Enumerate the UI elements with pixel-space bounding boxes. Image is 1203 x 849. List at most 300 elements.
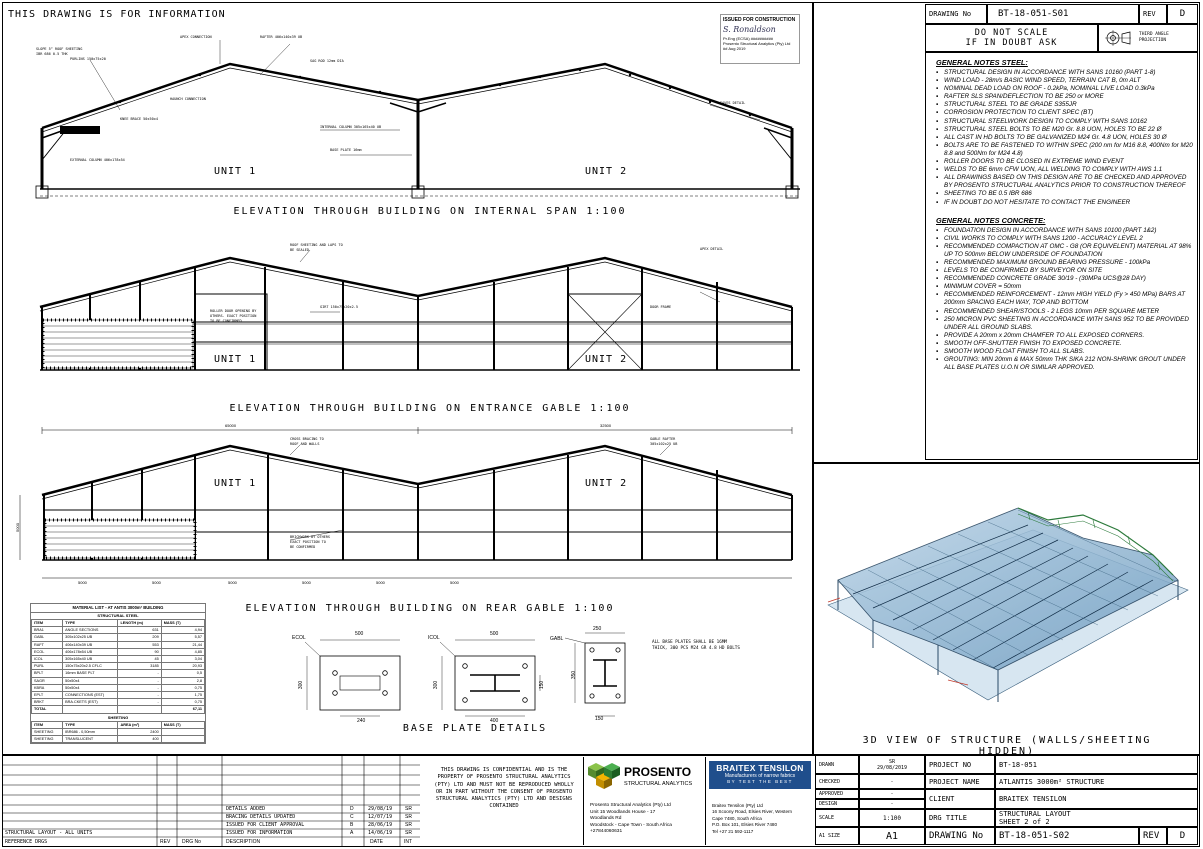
note-item: ▪ ALL DRAWINGS BASED ON THIS DESIGN ARE TO BE CHECKED AND APPROVED BY PROSENTO STRUCTURAL ANALYTICS PRIOR TO CONSTRUCTION THEREOF xyxy=(936,174,1194,190)
svg-text:SLOPE 5° ROOF SHEETING: SLOPE 5° ROOF SHEETING xyxy=(36,47,83,51)
address-line: Braitex Tensilon (Pty) Ltd xyxy=(712,803,763,808)
overall-dimension: 65000 xyxy=(225,423,237,428)
prosento-address xyxy=(590,803,672,836)
column-header: TYPE xyxy=(63,620,118,627)
unit2-label: UNIT 2 xyxy=(585,166,628,177)
cell: 2,8 xyxy=(161,677,204,684)
cell: 0,75 xyxy=(161,699,204,706)
notes-box-border xyxy=(925,52,1198,460)
plate-label: GABL xyxy=(550,636,564,642)
design-value: - xyxy=(890,801,894,807)
note-item: ▪ PROVIDE A 20mm x 20mm CHAMFER TO ALL EXPOSED CORNERS. xyxy=(936,332,1194,340)
cell: - xyxy=(118,670,161,677)
drawn-cell xyxy=(859,755,925,774)
issued-line: Pr.Eng (ECSA) ########## xyxy=(723,36,774,41)
drg-title-cell xyxy=(995,809,1198,827)
warning-box xyxy=(925,24,1098,52)
warning-line: IF IN DOUBT ASK xyxy=(965,38,1058,48)
table-row xyxy=(32,736,205,743)
revision-by: SR xyxy=(405,822,412,828)
base-plate-details xyxy=(285,628,645,728)
revision-by: SR xyxy=(405,830,412,836)
cell: - xyxy=(118,684,161,691)
project-no: BT-18-051 xyxy=(999,760,1037,769)
note-item: ▪ STRUCTURAL STEELWORK DESIGN TO COMPLY WITH SANS 10162 xyxy=(936,118,1194,126)
column-header: ITEM xyxy=(32,721,63,728)
cell: SHEETING xyxy=(32,736,63,743)
cell xyxy=(161,736,204,743)
braitex-address xyxy=(712,803,792,835)
table-row xyxy=(32,692,205,699)
svg-text:BE CONFIRMED: BE CONFIRMED xyxy=(290,545,316,549)
client-label: CLIENT xyxy=(929,795,955,803)
elevation-internal-span xyxy=(20,20,810,220)
issued-title: ISSUED FOR CONSTRUCTION xyxy=(723,17,796,23)
svg-text:ROOF AND WALLS: ROOF AND WALLS xyxy=(290,442,320,446)
cell xyxy=(118,706,161,713)
svg-text:APEX DETAIL: APEX DETAIL xyxy=(700,247,724,251)
rev-label: REV xyxy=(1143,10,1156,18)
cell: 3,04 xyxy=(161,656,204,663)
svg-text:BASE PLATE 16mm: BASE PLATE 16mm xyxy=(330,148,362,152)
cell: RAFT xyxy=(32,641,63,648)
cell: 50x50x4 xyxy=(63,684,118,691)
project-no-label: PROJECT NO xyxy=(929,760,972,769)
cell: - xyxy=(118,692,161,699)
cell: 305x102x25 UB xyxy=(63,634,118,641)
client-label-cell xyxy=(925,789,995,809)
vertical-divider xyxy=(812,2,814,754)
drawn-label-cell xyxy=(815,755,859,774)
svg-text:GIRT 150x75x20x2.5: GIRT 150x75x20x2.5 xyxy=(320,305,358,309)
size-cell xyxy=(859,827,925,845)
cell: EPLT xyxy=(32,692,63,699)
table-row xyxy=(32,699,205,706)
note-item: ▪ RECOMMENDED CONCRETE GRADE 30/19 - (30MPa UCS@28 DAY) xyxy=(936,275,1194,283)
bay-dimension: 5000 xyxy=(450,580,459,585)
cell: BRKT xyxy=(32,699,63,706)
sheeting-table xyxy=(31,721,205,744)
svg-text:EXACT POSITION TO: EXACT POSITION TO xyxy=(290,540,326,544)
project-no-cell xyxy=(995,755,1198,774)
drawn-label: DRAWN xyxy=(819,761,835,768)
braitex-tagline: BY TEST THE BEST xyxy=(727,779,793,784)
note-item: ▪ WIND LOAD - 28m/s BASIC WIND SPEED, TERRAIN CAT B, 0m ALT xyxy=(936,77,1194,85)
issued-line: Prosento Structural Analytics (Pty) Ltd xyxy=(723,41,791,46)
address-line: Unit 15 Woodlands House - 17 xyxy=(590,809,656,815)
note-item: ▪ CIVIL WORKS TO COMPLY WITH SANS 1200 - ACCURACY LEVEL 2 xyxy=(936,235,1194,243)
table-row xyxy=(32,634,205,641)
design-label-cell xyxy=(815,799,859,809)
caption-base-plate: BASE PLATE DETAILS xyxy=(402,723,548,734)
issued-signature: S. Ronaldson xyxy=(723,25,776,34)
scale-value: 1:100 xyxy=(882,814,902,822)
caption-entrance-gable: ELEVATION THROUGH BUILDING ON ENTRANCE GABLE 1:100 xyxy=(229,403,631,414)
projection-label: THIRD ANGLE PROJECTION xyxy=(1139,32,1169,43)
bay-dimension: 5000 xyxy=(78,580,87,585)
cell: 0,5 xyxy=(161,670,204,677)
notes-steel-heading: GENERAL NOTES STEEL: xyxy=(936,58,1028,67)
svg-text:BE SEALED: BE SEALED xyxy=(290,248,309,252)
cell: 0,75 xyxy=(161,684,204,691)
design-label: DESIGN xyxy=(819,801,838,807)
size-value: A1 xyxy=(885,830,899,842)
plate-width: 500 xyxy=(490,631,499,637)
col-by: INT xyxy=(404,839,413,845)
unit1-label: UNIT 1 xyxy=(214,478,257,489)
approved-value: - xyxy=(890,791,894,797)
cell: 90 xyxy=(118,648,161,655)
cell: SHEETING xyxy=(32,728,63,735)
column-header: AREA (m²) xyxy=(118,721,161,728)
svg-text:SAG ROD 12mm DIA: SAG ROD 12mm DIA xyxy=(310,59,344,63)
cell: 631 xyxy=(118,627,161,634)
bay-dimension: 5000 xyxy=(228,580,237,585)
revision-rev: A xyxy=(350,830,354,836)
revision-desc: BRACING DETAILS UPDATED xyxy=(226,814,296,820)
note-item: ▪ 250 MICRON PVC SHEETING IN ACCORDANCE WITH SANS 952 TO BE PROVIDED UNDER ALL GROUND SLABS. xyxy=(936,316,1194,332)
cell xyxy=(161,728,204,735)
table-row xyxy=(32,641,205,648)
svg-text:305x102x25 UB: 305x102x25 UB xyxy=(650,442,678,446)
bay-dimension: 5000 xyxy=(152,580,161,585)
revision-desc: DETAILS ADDED xyxy=(226,806,266,812)
caption-3d-view: 3D VIEW OF STRUCTURE (WALLS/SHEETING HIDDEN) xyxy=(862,735,1152,757)
drawn-value: SR xyxy=(888,758,896,765)
caption-rear-gable: ELEVATION THROUGH BUILDING ON REAR GABLE 1:100 xyxy=(245,603,615,614)
column-header: TYPE xyxy=(63,721,118,728)
prosento-name: PROSENTO xyxy=(624,765,692,779)
title-drawing-no-label: DRAWING No xyxy=(929,831,984,841)
elevation-rear-gable xyxy=(10,420,810,600)
size-label: A1 SIZE xyxy=(819,833,841,839)
plate-label: ECOL xyxy=(292,635,306,641)
table-row xyxy=(32,728,205,735)
svg-text:RAFTER 406x140x39 UB: RAFTER 406x140x39 UB xyxy=(260,35,303,39)
table-row xyxy=(32,648,205,655)
info-stamp: THIS DRAWING IS FOR INFORMATION xyxy=(8,9,226,20)
note-item: ▪ ALL CAST IN HD BOLTS TO BE GALVANIZED M24 Gr. 4.8 UON, HOLES 30 Ø xyxy=(936,134,1194,142)
braitex-block xyxy=(705,757,815,845)
cell: - xyxy=(118,699,161,706)
cell: 4,85 xyxy=(161,648,204,655)
note-item: ▪ SHEETING TO BE 0.5 IBR 686 xyxy=(936,190,1194,198)
note-item: ▪ STRUCTURAL STEEL TO BE GRADE S355JR xyxy=(936,101,1194,109)
table-row xyxy=(32,627,205,634)
braitex-name: BRAITEX TENSILON xyxy=(716,763,804,773)
checked-label-cell xyxy=(815,774,859,789)
reference-drawing: STRUCTURAL LAYOUT - ALL UNITS xyxy=(5,830,93,836)
revision-date: 12/07/19 xyxy=(368,814,393,820)
note-item: ▪ FOUNDATION DESIGN IN ACCORDANCE WITH SANS 10100 (PART 1&2) xyxy=(936,227,1194,235)
prosento-block xyxy=(583,757,705,845)
cell: CONNECTIONS (EST) xyxy=(63,692,118,699)
revision-by: SR xyxy=(405,814,412,820)
col-rev: REV xyxy=(160,839,171,845)
cell: 2400 xyxy=(118,728,161,735)
braitex-logo xyxy=(709,761,811,789)
address-line: Woodstock - Cape Town - South Africa xyxy=(590,822,672,828)
caption-internal-span: ELEVATION THROUGH BUILDING ON INTERNAL SPAN 1:100 xyxy=(233,206,627,217)
projection-symbol-icon xyxy=(1103,28,1133,48)
table-row xyxy=(32,670,205,677)
svg-text:ROOF SHEETING AND LAPS TO: ROOF SHEETING AND LAPS TO xyxy=(290,243,343,247)
unit1-label: UNIT 1 xyxy=(214,166,257,177)
project-label: PROJECT NAME xyxy=(929,777,980,786)
drawing-no-cell xyxy=(987,4,1139,24)
reference-label: REFERENCE DRGS xyxy=(5,839,48,845)
cell: TOTAL xyxy=(32,706,63,713)
revision-date: 28/06/19 xyxy=(368,822,393,828)
cell: GABL xyxy=(32,634,63,641)
plate-width: 500 xyxy=(355,631,364,637)
title-drawing-no-label-cell xyxy=(925,827,995,845)
column-header: ITEM xyxy=(32,620,63,627)
rev-cell xyxy=(1167,4,1198,24)
note-item: ▪ GROUTING: MIN 20mm & MAX 50mm THK SIKA 212 NON-SHRINK GROUT UNDER ALL BASE PLATES U.O.N OR SIMILAR APPROVED. xyxy=(936,356,1194,372)
table-header-row xyxy=(32,721,205,728)
note-item: ▪ WELDS TO BE 6mm CFW UON, ALL WELDING TO COMPLY WITH AWS 1.1 xyxy=(936,166,1194,174)
cell: - xyxy=(118,677,161,684)
title-rev-label-cell xyxy=(1139,827,1167,845)
cell: 406x140x39 UB xyxy=(63,641,118,648)
title-rev-label: REV xyxy=(1143,831,1160,841)
cell: 5,57 xyxy=(161,634,204,641)
column-header: MASS (T) xyxy=(161,620,204,627)
note-item: ▪ RECOMMENDED SHEAR/STOOLS - 2 LEGS 10mm PER SQUARE METER xyxy=(936,308,1194,316)
title-rev: D xyxy=(1179,831,1186,841)
notes-concrete-heading: GENERAL NOTES CONCRETE: xyxy=(936,215,1046,225)
steel-table xyxy=(31,619,205,714)
plate-inner: 150 xyxy=(595,716,604,722)
table-row xyxy=(32,677,205,684)
rev-label-cell xyxy=(1139,4,1167,24)
svg-text:BRICKWORK BY OTHERS: BRICKWORK BY OTHERS xyxy=(290,535,331,539)
title-drawing-no: BT-18-051-S02 xyxy=(999,831,1070,841)
cell: 406x178x54 UB xyxy=(63,648,118,655)
title-drawing-no-cell xyxy=(995,827,1139,845)
plate-inner-height: 150 xyxy=(539,680,546,690)
material-list xyxy=(30,603,206,744)
sheeting-heading: SHEETING xyxy=(107,714,129,720)
revision-rev: C xyxy=(350,814,354,820)
elevation-entrance-gable xyxy=(20,232,810,392)
svg-text:PURLINS 150x75x20: PURLINS 150x75x20 xyxy=(70,57,106,61)
plate-label: ICOL xyxy=(428,635,440,641)
steel-heading: STRUCTURAL STEEL xyxy=(31,612,205,619)
cell: KBRA xyxy=(32,684,63,691)
plate-inner: 400 xyxy=(490,718,499,724)
checked-cell xyxy=(859,774,925,789)
cell: 4,94 xyxy=(161,627,204,634)
cell: 209 xyxy=(118,634,161,641)
project-no-label-cell xyxy=(925,755,995,774)
col-date: DATE xyxy=(370,839,383,845)
plate-width: 250 xyxy=(593,626,602,632)
confidential-notice: THIS DRAWING IS CONFIDENTIAL AND IS THE PROPERTY OF PROSENTO STRUCTURAL ANALYTICS (PTY) LTD AND MUST NOT BE REPRODUCED WHOLLY OR IN PART WITHOUT THE CONSENT OF PROSENTO STRUCTURAL ANALYTICS (PTY) LTD AND DESIGNS CONTAINED xyxy=(434,767,574,810)
revision-rev: B xyxy=(350,822,354,828)
note-item: ▪ BOLTS ARE TO BE FASTENED TO WITHIN SPEC (200 nm for M16 8.8, 400Nm for M20 8.8 and 500Nm for M24 4.8) xyxy=(936,142,1194,158)
material-list-title: MATERIAL LIST - AT ANTIS 3000m² BUILDING xyxy=(72,605,164,610)
drawing-no-label-cell xyxy=(925,4,987,24)
unit1-label: UNIT 1 xyxy=(214,354,257,365)
cell: 16mm BASE PLT xyxy=(63,670,118,677)
cell: 67,11 xyxy=(161,706,204,713)
plate-height: 350 xyxy=(571,670,578,680)
note-item: ▪ RAFTER SLS SPAN/DEFLECTION TO BE 250 or MORE xyxy=(936,93,1194,101)
scale-label: SCALE xyxy=(819,815,835,821)
approved-label: APPROVED xyxy=(819,791,844,797)
svg-text:EXTERNAL COLUMN 406x178x54: EXTERNAL COLUMN 406x178x54 xyxy=(70,158,125,162)
drawing-no-label: DRAWING No xyxy=(929,10,972,18)
svg-text:OTHERS. EXACT POSITION: OTHERS. EXACT POSITION xyxy=(210,314,257,318)
cell: SAGR xyxy=(32,677,63,684)
unit2-label: UNIT 2 xyxy=(585,354,628,365)
svg-text:IBR 686 0.5 THK: IBR 686 0.5 THK xyxy=(36,52,68,56)
svg-text:INTERNAL COLUMN 305x165x40 UB: INTERNAL COLUMN 305x165x40 UB xyxy=(320,125,382,129)
svg-text:TO BE CONFIRMED: TO BE CONFIRMED xyxy=(210,319,242,323)
cell: ANGLE SECTIONS xyxy=(63,627,118,634)
revision-rev: D xyxy=(350,806,354,812)
warning-line: DO NOT SCALE xyxy=(974,28,1049,38)
scale-cell xyxy=(859,809,925,827)
table-row xyxy=(32,684,205,691)
plate-height: 300 xyxy=(298,680,305,690)
height-dimension: 5000 xyxy=(14,523,20,532)
note-item: ▪ SMOOTH OFF-SHUTTER FINISH TO EXPOSED CONCRETE. xyxy=(936,340,1194,348)
note-item: ▪ SMOOTH WOOD FLOAT FINISH TO ALL SLABS. xyxy=(936,348,1194,356)
cell: 20,93 xyxy=(161,663,204,670)
col-desc: DESCRIPTION xyxy=(226,839,261,845)
address-line: Woodlands Rd xyxy=(590,816,622,822)
note-item: ▪ RECOMMENDED REINFORCEMENT - 12mm HIGH YIELD (Fy > 450 MPa) BARS AT 200mm SPACING EACH WAY, TOP AND BOTTOM xyxy=(936,291,1194,307)
cell: 45 xyxy=(118,656,161,663)
cell: 150x75x20x2.5 CFLC xyxy=(63,663,118,670)
client-cell xyxy=(995,789,1198,809)
brick-infill xyxy=(45,520,195,558)
column-header: MASS (T) xyxy=(161,721,204,728)
issued-line: ## Aug 2019 xyxy=(723,46,746,51)
bay-dimension: 5000 xyxy=(302,580,311,585)
structure-3d-view xyxy=(818,470,1196,735)
base-plate-note: ALL BASE PLATES SHALL BE 16MM THICK, 300 PCS M24 GR 4.8 HD BOLTS xyxy=(652,640,740,651)
bay-dimension: 5000 xyxy=(376,580,385,585)
table-row xyxy=(32,656,205,663)
scale-label-cell xyxy=(815,809,859,827)
address-line: +27844060631 xyxy=(590,829,623,835)
half-dimension: 32500 xyxy=(600,423,612,428)
note-item: ▪ RECOMMENDED COMPACTION AT OMC - G8 (OR EQUIVELENT) MATERIAL AT 98% UP TO 500mm BELOW UNDERSIDE OF FOUNDATION xyxy=(936,243,1194,259)
cell: 553 xyxy=(118,641,161,648)
note-item: ▪ STRUCTURAL DESIGN IN ACCORDANCE WITH SANS 10160 (PART 1-8) xyxy=(936,69,1194,77)
table-row xyxy=(32,663,205,670)
project-cell xyxy=(995,774,1198,789)
note-item: ▪ LEVELS TO BE CONFIRMED BY SURVEYOR ON SITE xyxy=(936,267,1194,275)
drawing-no: BT-18-051-S01 xyxy=(998,9,1069,19)
note-item: ▪ CORROSION PROTECTION TO CLIENT SPEC (BT) xyxy=(936,109,1194,117)
prosento-subtitle: STRUCTURAL ANALYTICS xyxy=(624,781,693,787)
cell: BRA1 xyxy=(32,627,63,634)
project-name: ATLANTIS 3000m² STRUCTURE xyxy=(999,777,1105,786)
cell xyxy=(63,706,118,713)
drg-title-label-cell xyxy=(925,809,995,827)
revision-by: SR xyxy=(405,806,412,812)
svg-text:DOOR FRAME: DOOR FRAME xyxy=(650,305,672,309)
sheet-number: SHEET 2 of 2 xyxy=(999,818,1050,826)
cell: ECOL xyxy=(32,648,63,655)
revision-desc: ISSUED FOR CLIENT APPROVAL xyxy=(226,822,305,828)
project-label-cell xyxy=(925,774,995,789)
cell: PURL xyxy=(32,663,63,670)
column-header: LENGTH (m) xyxy=(118,620,161,627)
address-line: 16 Scoony Road, Elsies River, Western xyxy=(712,809,793,815)
revision-block xyxy=(2,755,420,847)
plate-inner: 240 xyxy=(357,718,366,724)
cell: BRA.CKETS (EST) xyxy=(63,699,118,706)
checked-label: CHECKED xyxy=(819,778,841,785)
address-line: P.O. Box 101, Elsies River 7480 xyxy=(712,822,778,828)
address-line: Tel +27 21 592-1117 xyxy=(712,828,754,834)
svg-text:KNEE BRACE 50x50x4: KNEE BRACE 50x50x4 xyxy=(120,117,158,121)
note-item: ▪ RECOMMENDED MAXIMUM GROUND BEARING PRESSURE - 100kPa xyxy=(936,259,1194,267)
rev: D xyxy=(1179,9,1186,19)
table-header-row xyxy=(32,620,205,627)
note-item: ▪ NOMINAL DEAD LOAD ON ROOF - 0.2kPa, NOMINAL LIVE LOAD 0.3kPa xyxy=(936,85,1194,93)
cell: 400 xyxy=(118,736,161,743)
approved-label-cell xyxy=(815,789,859,799)
col-no: DRG No xyxy=(182,839,201,845)
svg-text:ROLLER DOOR OPENING BY: ROLLER DOOR OPENING BY xyxy=(210,309,257,313)
note-item: ▪ IF IN DOUBT DO NOT HESITATE TO CONTACT THE ENGINEER xyxy=(936,199,1194,207)
size-label-cell xyxy=(815,827,859,845)
unit2-label: UNIT 2 xyxy=(585,478,628,489)
prosento-logo-icon xyxy=(588,761,620,793)
design-cell xyxy=(859,799,925,809)
revision-date: 14/06/19 xyxy=(368,830,393,836)
projection-box xyxy=(1098,24,1198,52)
cell: BPLT xyxy=(32,670,63,677)
braitex-tagline: Manufacturers of narrow fabrics xyxy=(724,773,796,779)
revision-desc: ISSUED FOR INFORMATION xyxy=(226,830,293,836)
svg-text:CROSS BRACING TO: CROSS BRACING TO xyxy=(290,437,324,441)
table-row xyxy=(32,706,205,713)
svg-text:EAVES DETAIL: EAVES DETAIL xyxy=(720,101,746,105)
plate-height: 300 xyxy=(433,680,440,690)
cell: 50x50x4 xyxy=(63,677,118,684)
note-item: ▪ ROLLER DOORS TO BE CLOSED IN EXTREME WIND EVENT xyxy=(936,158,1194,166)
address-line: Prosento Structural Analytics (Pty) Ltd xyxy=(590,803,671,808)
cell: ICOL xyxy=(32,656,63,663)
notes-divider xyxy=(812,462,1200,464)
cell: TRANSLUCENT xyxy=(63,736,118,743)
svg-text:HAUNCH CONNECTION: HAUNCH CONNECTION xyxy=(170,97,206,101)
note-item: ▪ MINIMUM COVER = 50mm xyxy=(936,283,1194,291)
address-line: Cape 7480, South Africa xyxy=(712,815,762,821)
note-item: ▪ STRUCTURAL STEEL BOLTS TO BE M20 Gr. 8.8 UON, HOLES TO BE 22 Ø xyxy=(936,126,1194,134)
brick-infill xyxy=(43,320,193,368)
svg-text:GABLE RAFTER: GABLE RAFTER xyxy=(650,437,676,441)
client-name: BRAITEX TENSILON xyxy=(999,795,1067,803)
cell: 305x165x40 UB xyxy=(63,656,118,663)
drg-title: STRUCTURAL LAYOUT xyxy=(999,810,1071,818)
cell: 1,75 xyxy=(161,692,204,699)
title-rev-cell xyxy=(1167,827,1198,845)
approved-cell xyxy=(859,789,925,799)
revision-date: 29/08/19 xyxy=(368,806,393,812)
cell: 3185 xyxy=(118,663,161,670)
drg-title-label: DRG TITLE xyxy=(929,814,967,822)
svg-text:APEX CONNECTION: APEX CONNECTION xyxy=(180,35,212,39)
